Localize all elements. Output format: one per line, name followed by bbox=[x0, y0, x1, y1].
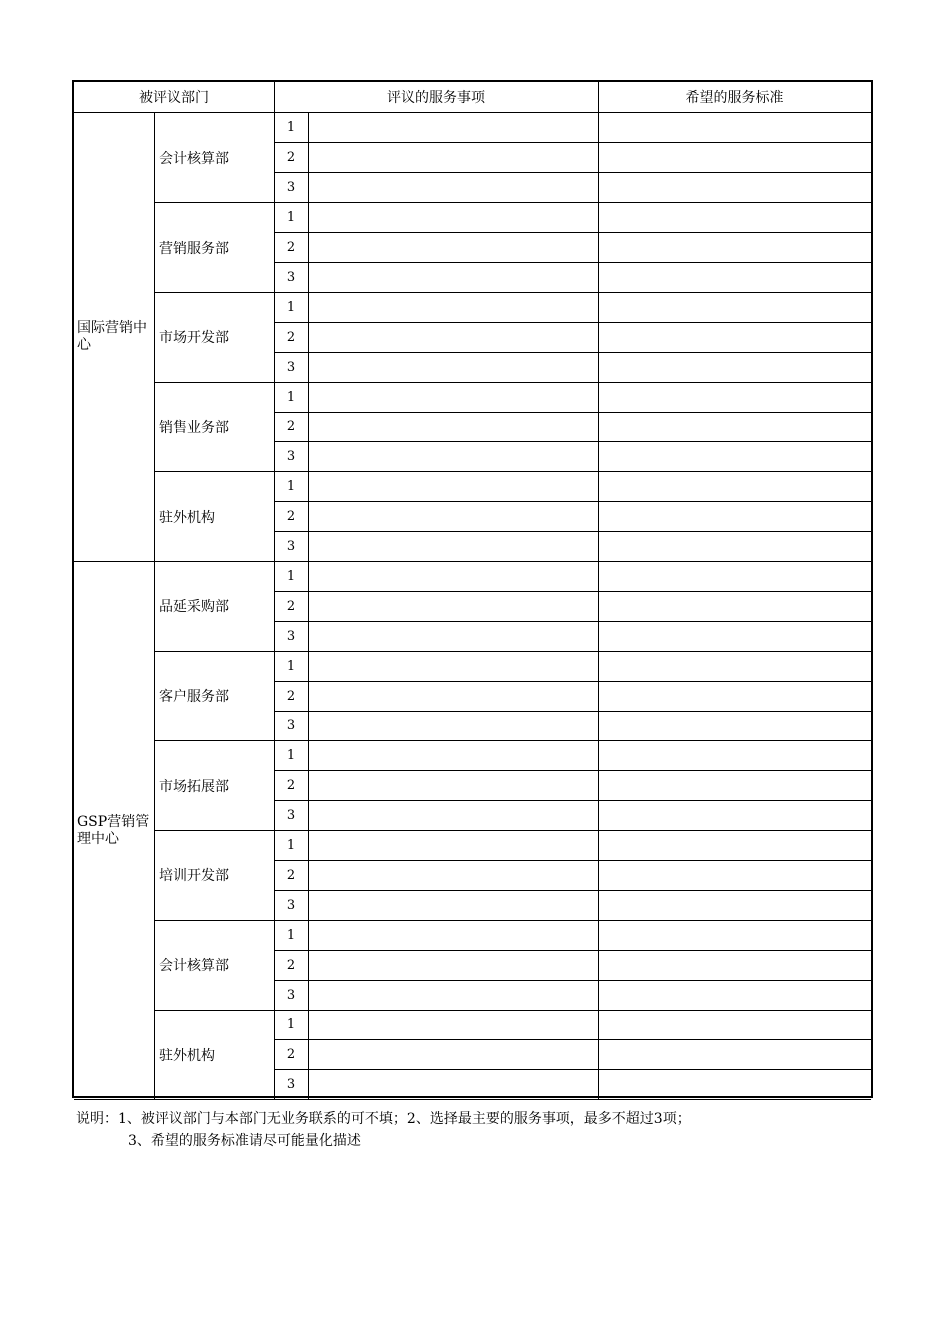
service-standard-cell[interactable] bbox=[599, 113, 871, 143]
row-number: 3 bbox=[286, 359, 296, 375]
service-standard-cell[interactable] bbox=[599, 532, 871, 562]
header-vline-2 bbox=[598, 82, 599, 112]
service-item-cell[interactable] bbox=[309, 861, 598, 891]
service-item-cell[interactable] bbox=[309, 741, 598, 771]
service-item-cell[interactable] bbox=[309, 292, 598, 322]
service-item-cell[interactable] bbox=[309, 382, 598, 412]
header-standard: 希望的服务标准 bbox=[685, 90, 784, 106]
dept-name: 营销服务部 bbox=[159, 240, 229, 257]
service-standard-cell[interactable] bbox=[599, 741, 871, 771]
service-item-cell[interactable] bbox=[309, 562, 598, 592]
service-standard-cell[interactable] bbox=[599, 681, 871, 711]
service-standard-cell[interactable] bbox=[599, 502, 871, 532]
service-standard-cell[interactable] bbox=[599, 412, 871, 442]
center-label: 国际营销中心 bbox=[77, 320, 147, 354]
num-vline bbox=[308, 113, 309, 562]
service-item-cell[interactable] bbox=[309, 1010, 598, 1040]
row-number: 2 bbox=[286, 957, 296, 973]
service-standard-cell[interactable] bbox=[599, 143, 871, 173]
row-number: 2 bbox=[286, 329, 296, 345]
service-item-cell[interactable] bbox=[309, 143, 598, 173]
evaluation-table bbox=[72, 80, 873, 1098]
row-number: 3 bbox=[286, 449, 296, 465]
item-vline bbox=[598, 562, 599, 1100]
center-label: GSP营销管理中心 bbox=[77, 813, 150, 847]
header-dept: 被评议部门 bbox=[139, 90, 209, 106]
service-item-cell[interactable] bbox=[309, 651, 598, 681]
row-number: 3 bbox=[286, 628, 296, 644]
dept-name: 市场开发部 bbox=[159, 330, 229, 347]
row-number: 1 bbox=[286, 927, 296, 943]
service-standard-cell[interactable] bbox=[599, 890, 871, 920]
row-number: 2 bbox=[286, 150, 296, 166]
header-item: 评议的服务事项 bbox=[387, 90, 485, 106]
row-number: 1 bbox=[286, 479, 296, 495]
service-standard-cell[interactable] bbox=[599, 1040, 871, 1070]
service-standard-cell[interactable] bbox=[599, 771, 871, 801]
row-number: 1 bbox=[286, 210, 296, 226]
row-number: 3 bbox=[286, 539, 296, 555]
row-number: 2 bbox=[286, 867, 296, 883]
service-item-cell[interactable] bbox=[309, 1040, 598, 1070]
row-number: 3 bbox=[286, 180, 296, 196]
note-line-2: 3、希望的服务标准请尽可能量化描述 bbox=[128, 1133, 361, 1149]
dept-name: 驻外机构 bbox=[159, 1047, 215, 1064]
service-item-cell[interactable] bbox=[309, 1070, 598, 1100]
service-standard-cell[interactable] bbox=[599, 442, 871, 472]
service-item-cell[interactable] bbox=[309, 352, 598, 382]
service-standard-cell[interactable] bbox=[599, 651, 871, 681]
dept-name: 客户服务部 bbox=[159, 689, 229, 706]
row-number: 3 bbox=[286, 269, 296, 285]
service-standard-cell[interactable] bbox=[599, 711, 871, 741]
center-vline bbox=[154, 562, 155, 1100]
service-item-cell[interactable] bbox=[309, 532, 598, 562]
service-item-cell[interactable] bbox=[309, 591, 598, 621]
row-number: 3 bbox=[286, 897, 296, 913]
service-item-cell[interactable] bbox=[309, 771, 598, 801]
row-number: 2 bbox=[286, 778, 296, 794]
service-standard-cell[interactable] bbox=[599, 292, 871, 322]
service-item-cell[interactable] bbox=[309, 173, 598, 203]
service-item-cell[interactable] bbox=[309, 920, 598, 950]
service-standard-cell[interactable] bbox=[599, 621, 871, 651]
service-standard-cell[interactable] bbox=[599, 980, 871, 1010]
dept-vline bbox=[274, 562, 275, 1100]
row-number: 1 bbox=[286, 568, 296, 584]
service-standard-cell[interactable] bbox=[599, 562, 871, 592]
service-standard-cell[interactable] bbox=[599, 472, 871, 502]
row-number: 3 bbox=[286, 808, 296, 824]
row-number: 1 bbox=[286, 389, 296, 405]
service-item-cell[interactable] bbox=[309, 831, 598, 861]
dept-name: 市场拓展部 bbox=[159, 778, 229, 795]
service-item-cell[interactable] bbox=[309, 322, 598, 352]
service-item-cell[interactable] bbox=[309, 442, 598, 472]
num-vline bbox=[308, 562, 309, 1100]
service-standard-cell[interactable] bbox=[599, 203, 871, 233]
service-standard-cell[interactable] bbox=[599, 263, 871, 293]
row-number: 1 bbox=[286, 748, 296, 764]
row-number: 2 bbox=[286, 1047, 296, 1063]
row-number: 1 bbox=[286, 120, 296, 136]
service-standard-cell[interactable] bbox=[599, 920, 871, 950]
service-item-cell[interactable] bbox=[309, 113, 598, 143]
dept-name: 培训开发部 bbox=[159, 868, 229, 885]
item-vline bbox=[598, 113, 599, 562]
dept-name: 销售业务部 bbox=[159, 419, 229, 436]
row-divider bbox=[74, 1099, 871, 1100]
service-item-cell[interactable] bbox=[309, 233, 598, 263]
note-line-1: 说明：1、被评议部门与本部门无业务联系的可不填；2、选择最主要的服务事项，最多不超过3项； bbox=[76, 1111, 691, 1127]
service-standard-cell[interactable] bbox=[599, 801, 871, 831]
row-number: 2 bbox=[286, 598, 296, 614]
service-standard-cell[interactable] bbox=[599, 322, 871, 352]
row-number: 1 bbox=[286, 299, 296, 315]
row-number: 1 bbox=[286, 838, 296, 854]
row-number: 1 bbox=[286, 1017, 296, 1033]
row-number: 3 bbox=[286, 987, 296, 1003]
service-standard-cell[interactable] bbox=[599, 1010, 871, 1040]
header-vline-1 bbox=[274, 82, 275, 112]
service-item-cell[interactable] bbox=[309, 950, 598, 980]
service-item-cell[interactable] bbox=[309, 711, 598, 741]
dept-name: 会计核算部 bbox=[159, 958, 229, 975]
center-vline bbox=[154, 113, 155, 562]
notes bbox=[76, 1108, 691, 1152]
row-number: 2 bbox=[286, 419, 296, 435]
service-item-cell[interactable] bbox=[309, 263, 598, 293]
service-standard-cell[interactable] bbox=[599, 950, 871, 980]
service-standard-cell[interactable] bbox=[599, 233, 871, 263]
service-item-cell[interactable] bbox=[309, 980, 598, 1010]
service-standard-cell[interactable] bbox=[599, 861, 871, 891]
dept-vline bbox=[274, 113, 275, 562]
service-item-cell[interactable] bbox=[309, 621, 598, 651]
row-number: 2 bbox=[286, 240, 296, 256]
service-item-cell[interactable] bbox=[309, 203, 598, 233]
service-standard-cell[interactable] bbox=[599, 831, 871, 861]
service-item-cell[interactable] bbox=[309, 502, 598, 532]
service-item-cell[interactable] bbox=[309, 890, 598, 920]
service-standard-cell[interactable] bbox=[599, 591, 871, 621]
service-standard-cell[interactable] bbox=[599, 352, 871, 382]
service-standard-cell[interactable] bbox=[599, 382, 871, 412]
row-number: 2 bbox=[286, 688, 296, 704]
row-number: 3 bbox=[286, 718, 296, 734]
service-item-cell[interactable] bbox=[309, 472, 598, 502]
dept-name: 会计核算部 bbox=[159, 150, 229, 167]
service-standard-cell[interactable] bbox=[599, 173, 871, 203]
row-number: 1 bbox=[286, 658, 296, 674]
service-item-cell[interactable] bbox=[309, 681, 598, 711]
service-item-cell[interactable] bbox=[309, 412, 598, 442]
dept-name: 驻外机构 bbox=[159, 509, 215, 526]
row-number: 3 bbox=[286, 1077, 296, 1093]
dept-name: 品延采购部 bbox=[159, 599, 229, 616]
service-item-cell[interactable] bbox=[309, 801, 598, 831]
service-standard-cell[interactable] bbox=[599, 1070, 871, 1100]
row-number: 2 bbox=[286, 509, 296, 525]
